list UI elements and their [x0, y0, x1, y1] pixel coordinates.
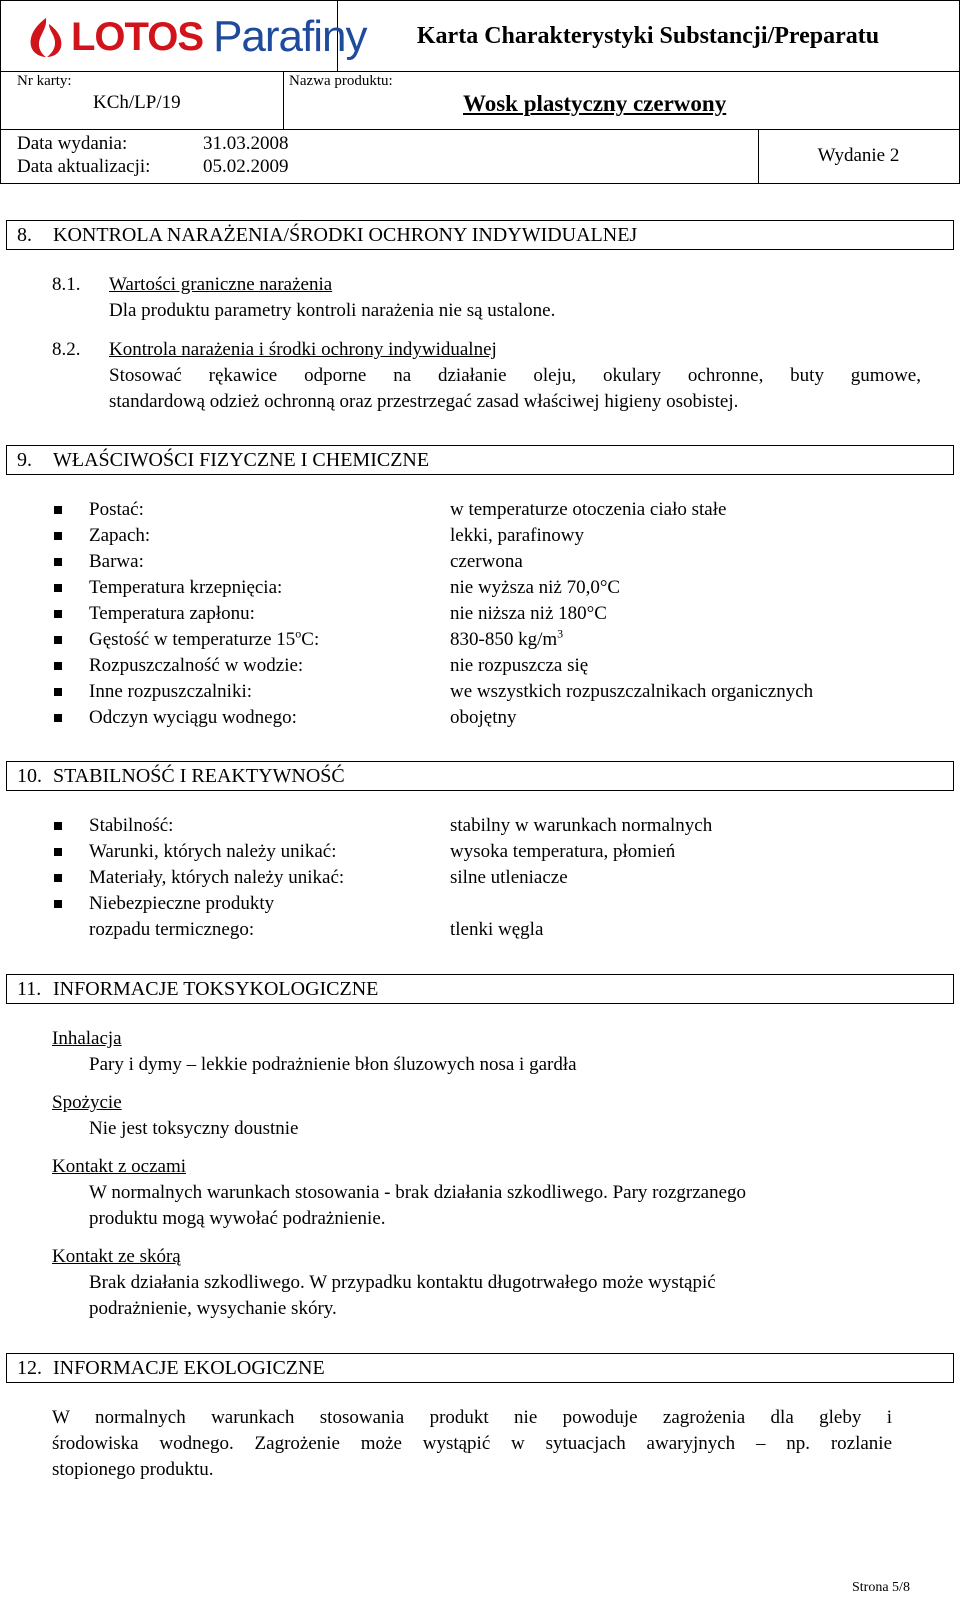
property-value: czerwona [450, 551, 523, 572]
document-header [0, 0, 960, 184]
property-value: nie rozpuszcza się [450, 655, 589, 676]
bullet [54, 848, 62, 856]
property-label: Temperatura zapłonu: [89, 603, 255, 624]
subsection-number: 8.2. [52, 339, 81, 360]
tox-text: W normalnych warunkach stosowania - brak działania szkodliwego. Pary rozgrzanego [89, 1182, 747, 1203]
subsection-text: standardową odzież ochronną oraz przestrzegać zasad właściwej higieny osobistej. [109, 391, 739, 412]
bullet [54, 874, 62, 882]
property-label: Odczyn wyciągu wodnego: [89, 707, 297, 728]
tox-heading-ingestion: Spożycie [52, 1092, 122, 1113]
property-label: Zapach: [89, 525, 151, 546]
stability-label: Warunki, których należy unikać: [89, 841, 337, 862]
section-12-heading [6, 1353, 954, 1383]
tox-text: Nie jest toksyczny doustnie [89, 1118, 299, 1139]
section-title: INFORMACJE EKOLOGICZNE [53, 1356, 325, 1379]
tox-heading-skin-contact: Kontakt ze skórą [52, 1246, 181, 1267]
bullet [54, 532, 62, 540]
property-label-unit: C: [301, 629, 320, 650]
issue-date: 31.03.2008 [203, 133, 289, 154]
section-10-heading [6, 761, 954, 791]
property-label: Rozpuszczalność w wodzie: [89, 655, 304, 676]
property-value: w temperaturze otoczenia ciało stałe [450, 499, 727, 520]
tox-heading-eye-contact: Kontakt z oczami [52, 1156, 187, 1177]
edition-number: Wydanie 2 [817, 145, 900, 166]
eco-text: W normalnych warunkach stosowania produkt nie powoduje zagrożenia dla gleby i [52, 1407, 892, 1428]
product-name: Wosk plastyczny czerwony [463, 91, 727, 116]
lotos-parafiny-logo [27, 9, 366, 65]
stability-value: stabilny w warunkach normalnych [450, 815, 713, 836]
page-number: Strona 5/8 [852, 1580, 910, 1595]
bullet [54, 636, 62, 644]
section-title: INFORMACJE TOKSYKOLOGICZNE [53, 977, 379, 1000]
section-number: 8. [17, 223, 32, 246]
property-label: Postać: [89, 499, 144, 520]
stability-label: Stabilność: [89, 815, 174, 836]
logo-word-lotos: LOTOS [71, 14, 204, 59]
section-number: 11. [17, 977, 42, 1000]
section-number: 9. [17, 448, 32, 471]
tox-text: podrażnienie, wysychanie skóry. [89, 1298, 337, 1319]
update-date-label: Data aktualizacji: [17, 156, 151, 177]
stability-label: Materiały, których należy unikać: [89, 867, 345, 888]
property-label: Inne rozpuszczalniki: [89, 681, 253, 702]
property-value: lekki, parafinowy [450, 525, 585, 546]
section-title: KONTROLA NARAŻENIA/ŚRODKI OCHRONY INDYWIDUALNEJ [53, 223, 638, 246]
stability-value: wysoka temperatura, płomień [450, 841, 676, 862]
stability-label: Niebezpieczne produkty [89, 893, 275, 914]
lotos-flame-icon [27, 16, 65, 58]
tox-text: Brak działania szkodliwego. W przypadku kontaktu długotrwałego może wystąpić [89, 1272, 716, 1293]
degree-superscript: o [295, 626, 302, 641]
property-label: Barwa: [89, 551, 144, 572]
property-label: Temperatura krzepnięcia: [89, 577, 283, 598]
subsection-number: 8.1. [52, 274, 81, 295]
bullet [54, 688, 62, 696]
stability-value: tlenki węgla [450, 919, 544, 940]
bullet [54, 662, 62, 670]
section-number: 12. [17, 1356, 42, 1379]
tox-text: produktu mogą wywołać podrażnienie. [89, 1208, 386, 1229]
eco-text: środowiska wodnego. Zagrożenie może wystąpić w sytuacjach awaryjnych – np. rozlanie [52, 1433, 892, 1454]
update-date: 05.02.2009 [203, 156, 289, 177]
tox-text: Pary i dymy – lekkie podrażnienie błon śluzowych nosa i gardła [89, 1054, 577, 1075]
property-value: obojętny [450, 707, 517, 728]
section-number: 10. [17, 764, 42, 787]
property-label [89, 627, 319, 653]
property-value: we wszystkich rozpuszczalnikach organicznych [450, 681, 814, 702]
property-value [450, 627, 563, 653]
stability-value: silne utleniacze [450, 867, 568, 888]
subsection-title: Wartości graniczne narażenia [109, 274, 333, 295]
bullet [54, 822, 62, 830]
subsection-text: Dla produktu parametry kontroli narażenia nie są ustalone. [109, 300, 556, 321]
eco-text: stopionego produktu. [52, 1459, 214, 1480]
subsection-title: Kontrola narażenia i środki ochrony indywidualnej [109, 339, 497, 360]
product-name-label: Nazwa produktu: [289, 73, 393, 89]
section-title: WŁAŚCIWOŚCI FIZYCZNE I CHEMICZNE [53, 448, 430, 471]
tox-heading-inhalation: Inhalacja [52, 1028, 122, 1049]
bullet [54, 714, 62, 722]
stability-label: rozpadu termicznego: [89, 919, 255, 940]
issue-date-label: Data wydania: [17, 133, 128, 154]
bullet [54, 558, 62, 566]
property-label-text: Gęstość w temperaturze 15 [89, 629, 296, 650]
logo-word-parafiny: Parafiny [213, 12, 367, 61]
bullet [54, 584, 62, 592]
section-8-heading [6, 220, 954, 250]
property-value: nie niższa niż 180°C [450, 603, 607, 624]
section-title: STABILNOŚĆ I REAKTYWNOŚĆ [53, 764, 345, 787]
card-number-label: Nr karty: [17, 73, 72, 89]
property-value: nie wyższa niż 70,0°C [450, 577, 621, 598]
header-divider [283, 72, 284, 129]
card-number: KCh/LP/19 [93, 92, 181, 113]
bullet [54, 610, 62, 618]
section-9-heading [6, 445, 954, 475]
cubic-superscript: 3 [557, 626, 564, 641]
section-11-heading [6, 974, 954, 1004]
property-value-text: 830-850 kg/m [450, 629, 558, 650]
document-title: Karta Charakterystyki Substancji/Preparatu [416, 22, 880, 49]
subsection-text: Stosować rękawice odporne na działanie oleju, okulary ochronne, buty gumowe, [109, 365, 921, 386]
bullet [54, 900, 62, 908]
bullet [54, 506, 62, 514]
